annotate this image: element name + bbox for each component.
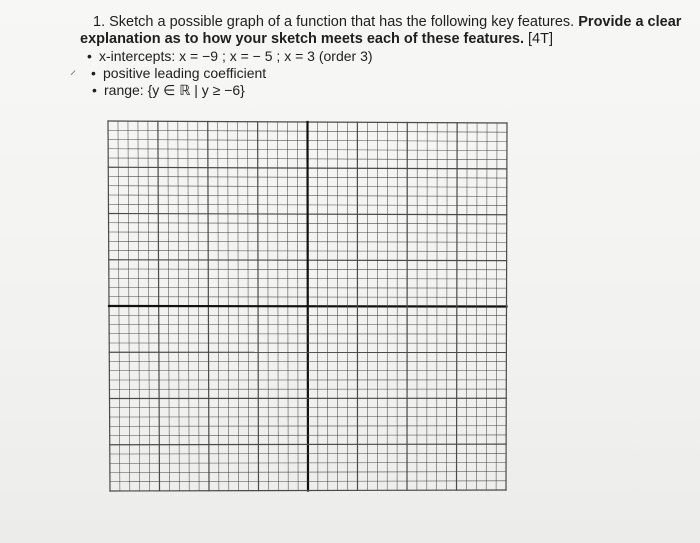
bullet-dot: • — [87, 48, 92, 64]
question-text: Sketch a possible graph of a function that has the following key features. — [109, 14, 575, 30]
grid-major-horizontal — [110, 444, 506, 445]
margin-check-mark: ⸍ — [70, 68, 77, 82]
question-number: 1. — [93, 14, 106, 30]
feature-label: range: {y ∈ ℝ | y ≥ −6} — [104, 82, 245, 98]
question-bold-text-1: Provide a clear — [578, 14, 682, 30]
feature-label: x-intercepts: x = −9 ; x = − 5 ; x = 3 (order 3) — [99, 48, 373, 64]
question-bold-text-2: explanation as to how your sketch meets each of these features. — [80, 31, 524, 47]
question-marks: [4T] — [528, 31, 554, 47]
grid-major-vertical — [457, 123, 458, 490]
bullet-dot: • — [91, 65, 96, 81]
bullet-dot: • — [92, 82, 97, 98]
feature-label: positive leading coefficient — [103, 65, 267, 81]
